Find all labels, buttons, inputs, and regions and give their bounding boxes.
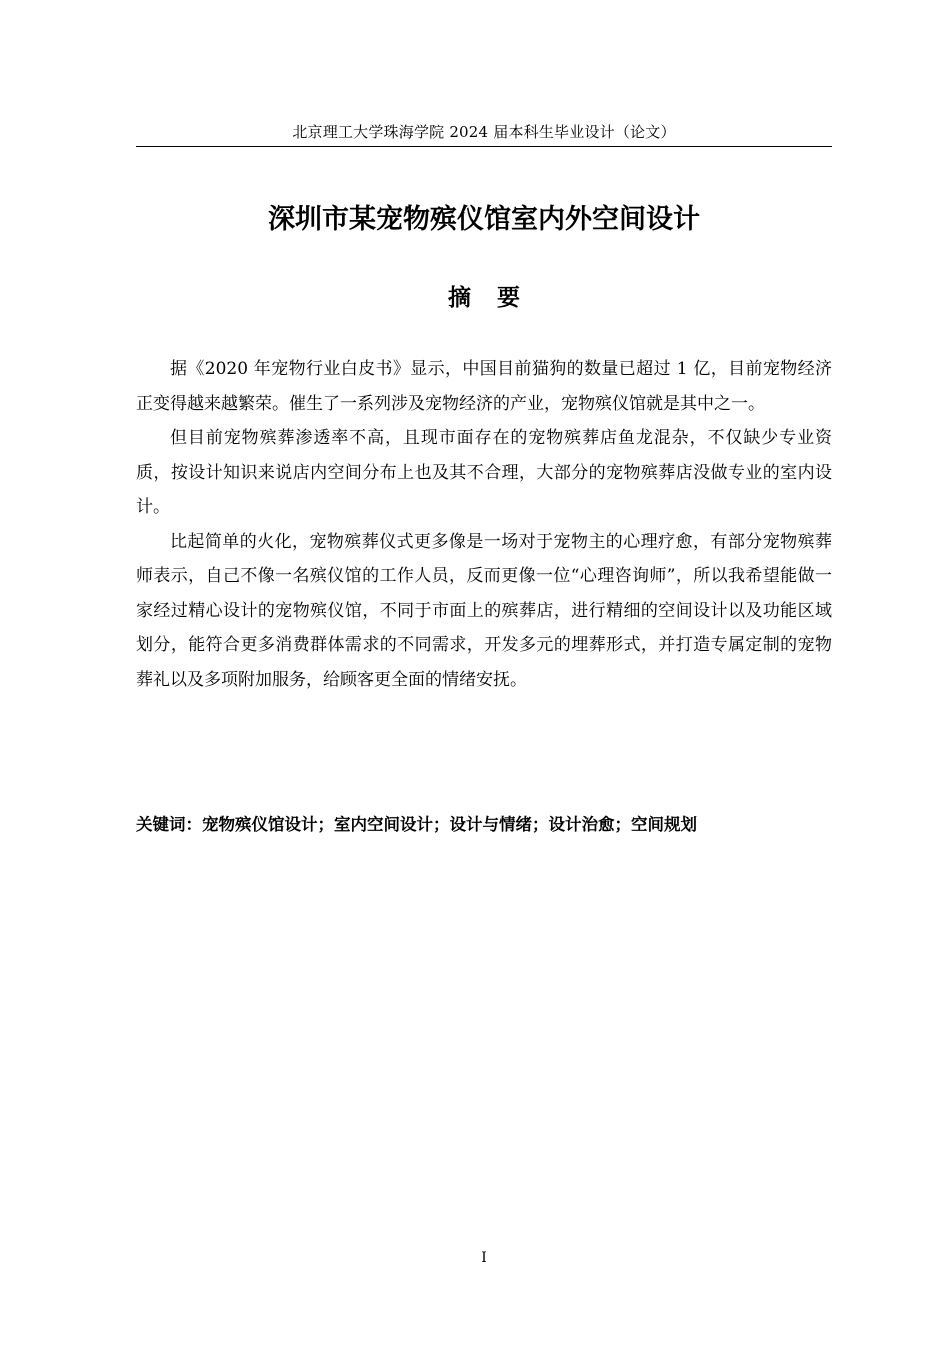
abstract-body xyxy=(136,352,832,697)
document-title: 深圳市某宠物殡仪馆室内外空间设计 xyxy=(268,204,700,235)
abstract-heading: 摘要 xyxy=(448,285,546,311)
abstract-paragraph: 但目前宠物殡葬渗透率不高，且现市面存在的宠物殡葬店鱼龙混杂，不仅缺少专业资质，按设计知识来说店内空间分布上也及其不合理，大部分的宠物殡葬店没做专业的室内设计。 xyxy=(136,428,832,517)
abstract-paragraph: 比起简单的火化，宠物殡葬仪式更多像是一场对于宠物主的心理疗愈，有部分宠物殡葬师表示，自己不像一名殡仪馆的工作人员，反而更像一位“心理咨询师”，所以我希望能做一家经过精心设计的宠物殡仪馆，不同于市面上的殡葬店，进行精细的空间设计以及功能区域划分，能符合更多消费群体需求的不同需求，开发多元的埋葬形式，并打造专属定制的宠物葬礼以及多项附加服务，给顾客更全面的情绪安抚。 xyxy=(136,531,832,690)
header-divider xyxy=(136,146,832,147)
abstract-paragraph: 据《2020 年宠物行业白皮书》显示，中国目前猫狗的数量已超过 1 亿，目前宠物经济正变得越来越繁荣。催生了一系列涉及宠物经济的产业，宠物殡仪馆就是其中之一。 xyxy=(136,359,832,414)
keywords-line: 关键词：宠物殡仪馆设计；室内空间设计；设计与情绪；设计治愈；空间规划 xyxy=(136,815,697,834)
running-header: 北京理工大学珠海学院 2024 届本科生毕业设计（论文） xyxy=(292,123,676,141)
page-number: I xyxy=(481,1250,487,1266)
